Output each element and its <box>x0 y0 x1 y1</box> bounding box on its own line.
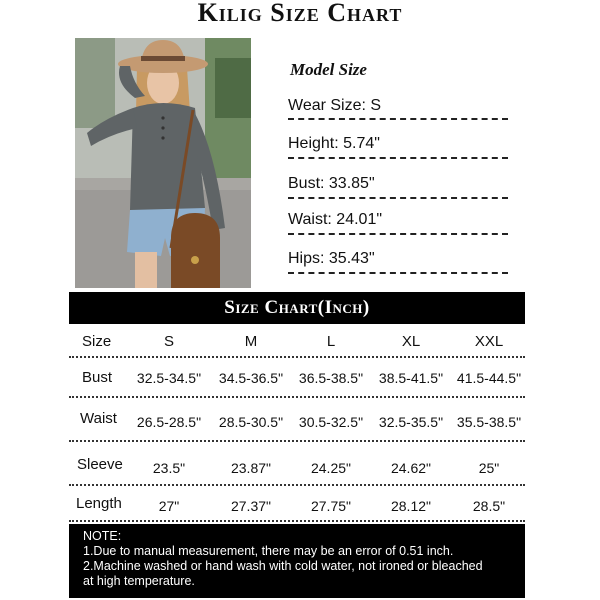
table-cell: 26.5-28.5" <box>136 414 202 430</box>
model-divider <box>288 157 508 159</box>
table-cell: 23.87" <box>230 460 271 476</box>
model-wear-size: Wear Size: S <box>288 97 382 114</box>
model-height: Height: 5.74" <box>288 135 380 152</box>
model-bust: Bust: 33.85" <box>288 175 375 192</box>
table-cell: 27.75" <box>310 498 351 514</box>
table-cell: 41.5-44.5" <box>456 370 522 386</box>
care-note <box>69 524 525 598</box>
size-col-m: M <box>244 333 258 350</box>
table-cell: 27" <box>158 498 180 514</box>
note-line-1: 1.Due to manual measurement, there may be an error of 0.51 inch. <box>83 544 454 558</box>
size-header-label: Size <box>82 333 112 350</box>
size-col-l: L <box>326 333 336 350</box>
table-cell: 32.5-34.5" <box>136 370 202 386</box>
row-label-length: Length <box>76 495 122 512</box>
table-cell: 28.12" <box>390 498 431 514</box>
note-heading: NOTE: <box>83 529 122 543</box>
model-divider <box>288 118 508 120</box>
size-col-xl: XL <box>401 333 421 350</box>
size-col-xxl: XXL <box>474 333 504 350</box>
table-divider <box>69 440 525 442</box>
table-cell: 30.5-32.5" <box>298 414 364 430</box>
model-photo <box>75 38 251 288</box>
table-cell: 24.62" <box>390 460 431 476</box>
row-label-waist: Waist <box>80 410 117 427</box>
model-divider <box>288 233 508 235</box>
table-divider <box>69 484 525 486</box>
note-line-2: 2.Machine washed or hand wash with cold water, not ironed or bleached <box>83 559 483 573</box>
table-divider <box>69 520 525 522</box>
table-cell: 28.5-30.5" <box>218 414 284 430</box>
table-cell: 34.5-36.5" <box>218 370 284 386</box>
size-chart-band: Size Chart(Inch) <box>69 292 525 324</box>
chart-title: Kilig Size Chart <box>197 0 403 27</box>
table-cell: 27.37" <box>230 498 271 514</box>
table-cell: 28.5" <box>472 498 506 514</box>
table-cell: 36.5-38.5" <box>298 370 364 386</box>
table-cell: 32.5-35.5" <box>378 414 444 430</box>
model-divider <box>288 272 508 274</box>
size-col-s: S <box>163 333 174 350</box>
model-waist: Waist: 24.01" <box>288 211 383 228</box>
table-divider <box>69 356 525 358</box>
note-line-3: at high temperature. <box>83 574 195 588</box>
row-label-sleeve: Sleeve <box>77 456 123 473</box>
model-divider <box>288 197 508 199</box>
model-hips: Hips: 35.43" <box>288 250 375 267</box>
table-cell: 24.25" <box>310 460 351 476</box>
table-cell: 23.5" <box>152 460 186 476</box>
model-size-heading: Model Size <box>290 60 367 79</box>
table-divider <box>69 396 525 398</box>
row-label-bust: Bust <box>82 369 113 386</box>
table-cell: 25" <box>478 460 500 476</box>
table-cell: 38.5-41.5" <box>378 370 444 386</box>
table-cell: 35.5-38.5" <box>456 414 522 430</box>
